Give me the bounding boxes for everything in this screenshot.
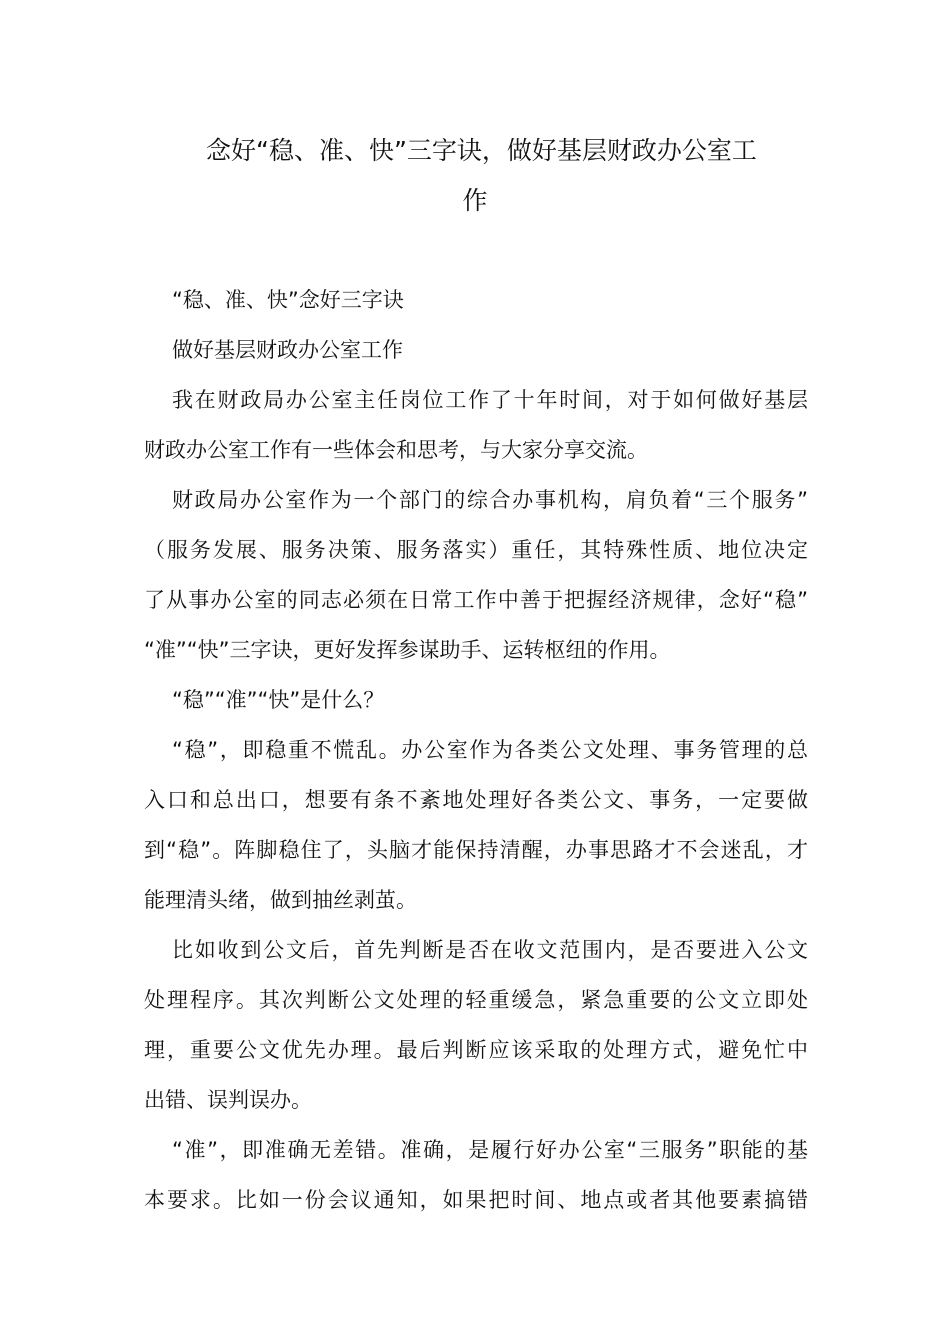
subtitle-line-2: 做好基层财政办公室工作 <box>172 338 403 362</box>
document-title-line-1: 念好“稳、准、快”三字诀，做好基层财政办公室工 <box>206 136 757 165</box>
paragraph-line: 了从事办公室的同志必须在日常工作中善于把握经济规律，念好“稳” <box>144 588 808 612</box>
paragraph-line: 出错、误判误办。 <box>144 1088 312 1112</box>
paragraph-line: “稳”，即稳重不慌乱。办公室作为各类公文处理、事务管理的总 <box>172 738 808 762</box>
paragraph-line: （服务发展、服务决策、服务落实）重任，其特殊性质、地位决定 <box>144 538 808 562</box>
paragraph-line: 处理程序。其次判断公文处理的轻重缓急，紧急重要的公文立即处 <box>144 988 808 1012</box>
paragraph-line: 能理清头绪，做到抽丝剥茧。 <box>144 888 417 912</box>
paragraph-line: 入口和总出口，想要有条不紊地处理好各类公文、事务，一定要做 <box>144 788 808 812</box>
document-title-line-2: 作 <box>462 186 488 215</box>
section-heading: “稳”“准”“快”是什么？ <box>172 688 385 712</box>
paragraph-line: 本要求。比如一份会议通知，如果把时间、地点或者其他要素搞错 <box>144 1188 808 1212</box>
paragraph-line: 比如收到公文后，首先判断是否在收文范围内，是否要进入公文 <box>172 938 808 962</box>
paragraph-line: “准”，即准确无差错。准确，是履行好办公室“三服务”职能的基 <box>172 1138 808 1162</box>
paragraph-line: 财政局办公室作为一个部门的综合办事机构，肩负着“三个服务” <box>172 488 808 512</box>
paragraph-line: 我在财政局办公室主任岗位工作了十年时间，对于如何做好基层 <box>172 388 808 412</box>
paragraph-line: 理，重要公文优先办理。最后判断应该采取的处理方式，避免忙中 <box>144 1038 808 1062</box>
paragraph-line: 财政办公室工作有一些体会和思考，与大家分享交流。 <box>144 438 648 462</box>
paragraph-line: 到“稳”。阵脚稳住了，头脑才能保持清醒，办事思路才不会迷乱，才 <box>144 838 808 862</box>
subtitle-line-1: “稳、准、快”念好三字诀 <box>172 288 404 312</box>
paragraph-line: “准”“快”三字诀，更好发挥参谋助手、运转枢纽的作用。 <box>144 638 671 662</box>
